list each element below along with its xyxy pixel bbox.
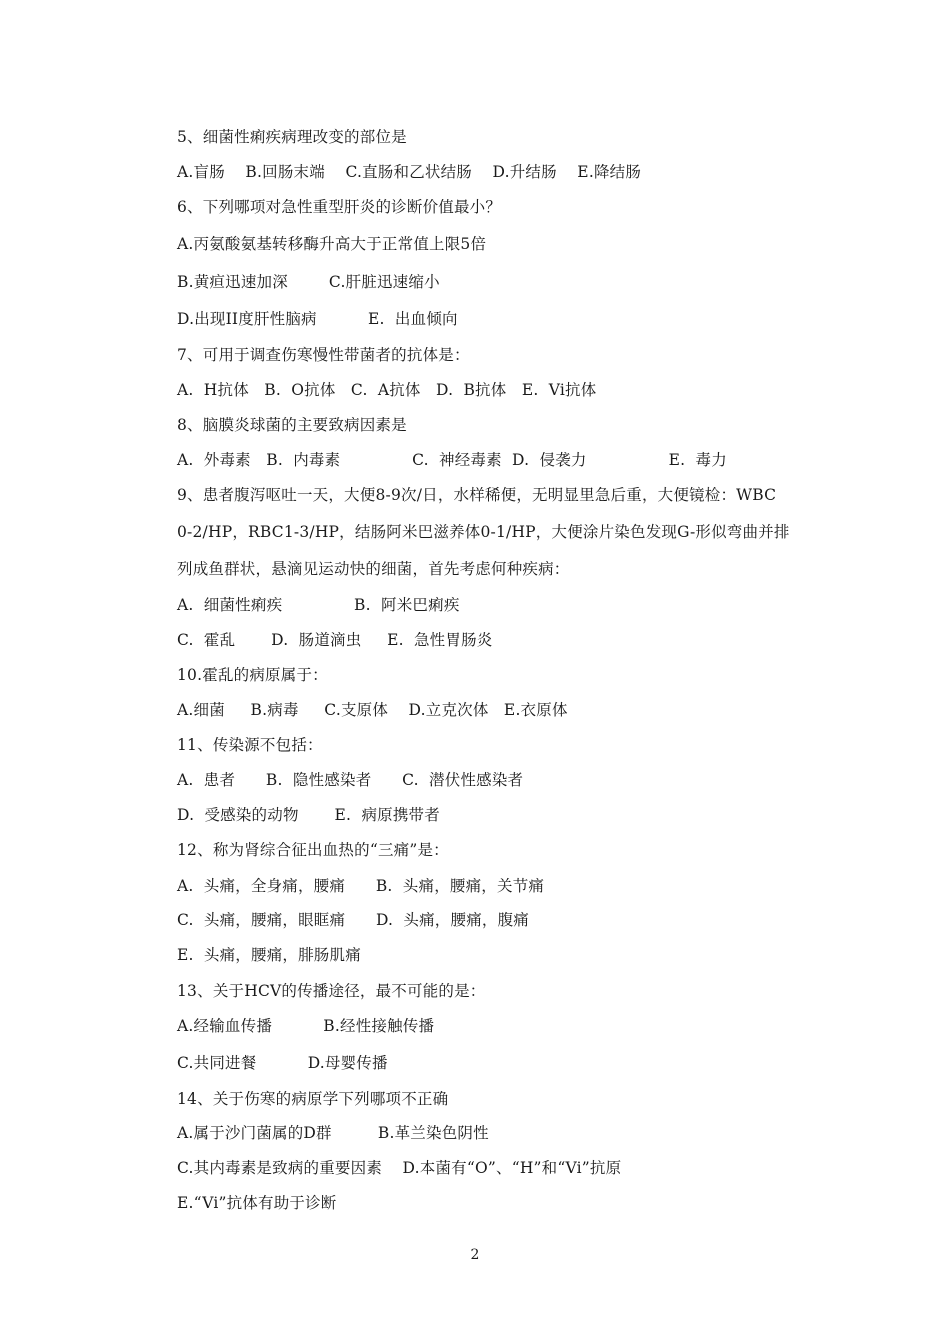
question-6-options-de: D.出现II度肝性脑病 E. 出血倾向 [177, 310, 458, 328]
question-14-options-cd: C.其内毒素是致病的重要因素 D.本菌有“O”、“H”和“Vi”抗原 [177, 1159, 622, 1177]
question-13-options-ab: A.经输血传播 B.经性接触传播 [177, 1017, 435, 1035]
question-12-options-ab: A. 头痛，全身痛，腰痛 B. 头痛，腰痛，关节痛 [177, 877, 545, 895]
question-12-option-e: E. 头痛，腰痛，腓肠肌痛 [177, 946, 361, 964]
question-11-options-de: D. 受感染的动物 E. 病原携带者 [177, 806, 440, 824]
question-13-stem: 13、关于HCV的传播途径，最不可能的是： [177, 982, 486, 1000]
question-9-stem-line-3: 列成鱼群状，悬滴见运动快的细菌，首先考虑何种疾病： [177, 560, 570, 578]
question-9-stem-line-1: 9、患者腹泻呕吐一天，大便8-9次/日，水样稀便，无明显里急后重，大便镜检：WBC [177, 486, 777, 504]
question-9-options-cde: C. 霍乱 D. 肠道滴虫 E. 急性胃肠炎 [177, 631, 493, 649]
question-7-options: A. H抗体 B. O抗体 C. A抗体 D. B抗体 E. Vi抗体 [177, 381, 597, 399]
question-14-options-ab: A.属于沙门菌属的D群 B.革兰染色阴性 [177, 1124, 489, 1142]
question-8-stem: 8、脑膜炎球菌的主要致病因素是 [177, 416, 407, 434]
question-14-option-e: E.“Vi”抗体有助于诊断 [177, 1194, 337, 1212]
question-9-options-ab: A. 细菌性痢疾 B. 阿米巴痢疾 [177, 596, 460, 614]
question-11-options-abc: A. 患者 B. 隐性感染者 C. 潜伏性感染者 [177, 771, 524, 789]
question-5-stem: 5、细菌性痢疾病理改变的部位是 [177, 128, 407, 146]
question-10-options: A.细菌 B.病毒 C.支原体 D.立克次体 E.衣原体 [177, 701, 568, 719]
page-number: 2 [470, 1247, 480, 1263]
question-13-options-cd: C.共同进餐 D.母婴传播 [177, 1054, 388, 1072]
question-9-stem-line-2: 0-2/HP，RBC1-3/HP，结肠阿米巴滋养体0-1/HP，大便涂片染色发现G-形似弯曲并排 [177, 523, 790, 541]
question-6-options-bc: B.黄疸迅速加深 C.肝脏迅速缩小 [177, 273, 440, 291]
question-6-option-a: A.丙氨酸氨基转移酶升高大于正常值上限5倍 [177, 235, 487, 253]
question-7-stem: 7、可用于调查伤寒慢性带菌者的抗体是： [177, 346, 470, 364]
question-5-options: A.盲肠 B.回肠末端 C.直肠和乙状结肠 D.升结肠 E.降结肠 [177, 163, 642, 181]
question-10-stem: 10.霍乱的病原属于： [177, 666, 328, 684]
question-14-stem: 14、关于伤寒的病原学下列哪项不正确 [177, 1090, 449, 1108]
question-12-options-cd: C. 头痛，腰痛，眼眶痛 D. 头痛，腰痛，腹痛 [177, 911, 530, 929]
question-11-stem: 11、传染源不包括： [177, 736, 323, 754]
question-12-stem: 12、称为肾综合征出血热的“三痛”是： [177, 841, 449, 859]
question-8-options: A. 外毒素 B. 内毒素 C. 神经毒素 D. 侵袭力 E. 毒力 [177, 451, 727, 469]
question-6-stem: 6、下列哪项对急性重型肝炎的诊断价值最小？ [177, 198, 502, 216]
